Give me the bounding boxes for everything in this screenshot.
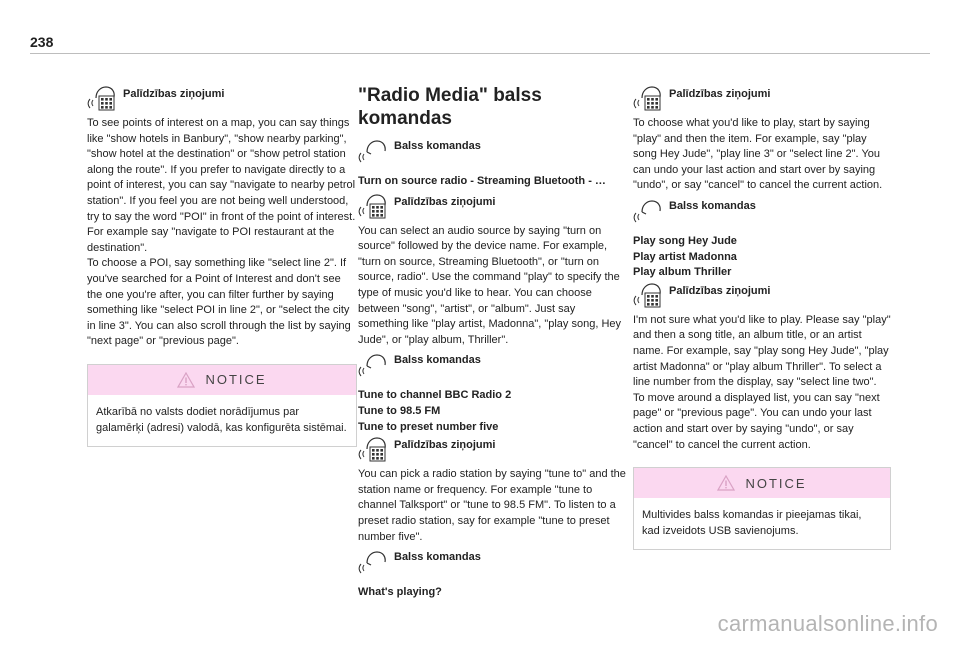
help-heading bbox=[633, 84, 891, 112]
help-message-icon bbox=[87, 84, 119, 112]
notice-title: NOTICE bbox=[205, 372, 267, 388]
help-text: You can pick a radio station by saying "tune to" and the station name or frequency. For example "tune to channel Talksport" or "tune to 98.5 FM". To listen to a preset radio station, say for example "tune to preset number five". bbox=[358, 468, 626, 543]
command-heading bbox=[358, 136, 628, 164]
voice-command: Tune to 98.5 FM bbox=[358, 404, 441, 417]
help-heading bbox=[633, 281, 891, 309]
column-right bbox=[633, 84, 891, 550]
help-label: Palīdzības ziņojumi bbox=[394, 195, 496, 208]
notice-box bbox=[87, 364, 357, 447]
help-text: To see points of interest on a map, you can say things like "show hotels in Banbury", "show nearby parking", "show hotel at the destination" or "show petrol station along the route". If you prefer to navigate directly to a point of interest, you can say "navigate to nearby petrol station". If you feel you are not being well understood, try to say the word "POI" in front of the point of interest. For example say "navigate to POI restaurant at the destination". bbox=[87, 117, 356, 254]
help-label: Palīdzības ziņojumi bbox=[394, 439, 496, 452]
help-label: Palīdzības ziņojumi bbox=[669, 284, 771, 297]
help-heading bbox=[358, 192, 628, 220]
notice-title: NOTICE bbox=[745, 475, 807, 491]
voice-command: Play album Thriller bbox=[633, 266, 732, 279]
command-label: Balss komandas bbox=[394, 551, 481, 564]
command-heading bbox=[358, 350, 628, 378]
warning-triangle-icon bbox=[717, 475, 735, 491]
help-message-icon bbox=[358, 435, 390, 463]
voice-command: What's playing? bbox=[358, 586, 442, 599]
command-label: Balss komandas bbox=[669, 199, 756, 212]
notice-text: Atkarībā no valsts dodiet norādījumus par galamērķi (adresi) valodā, kas konfigurēta sistēmai. bbox=[96, 405, 347, 434]
voice-command: Turn on source radio - Streaming Bluetooth - … bbox=[358, 175, 606, 187]
help-message-icon bbox=[633, 84, 665, 112]
voice-command: Tune to preset number five bbox=[358, 420, 499, 433]
help-message-icon bbox=[358, 192, 390, 220]
help-text-2: To choose a POI, say something like "select line 2". If you've searched for a Point of Interest and don't see the one you're after, you can filter further by saying something like "select POI in line 2", or "select the city in line 3". You can also scroll through the list by saying "next page" or "previous page". bbox=[87, 257, 351, 348]
notice-header bbox=[634, 468, 890, 498]
command-heading bbox=[633, 196, 891, 224]
voice-command-icon bbox=[358, 350, 390, 378]
column-left bbox=[87, 84, 357, 447]
help-text: I'm not sure what you'd like to play. Please say "play" and then a song title, an album title, or an artist name. For example, say "play song Hey Jude", "play artist Madonna" or "play album Thriller". To select a line number from the display, say "select line two". To move around a displayed list, you can say "next page" or "previous page". You can undo your last action and start over by saying "undo", or say "cancel" to cancel the current action. bbox=[633, 313, 891, 451]
help-message-icon bbox=[633, 281, 665, 309]
notice-header bbox=[88, 365, 356, 395]
page-number: 238 bbox=[30, 34, 54, 50]
voice-command-icon bbox=[358, 136, 390, 164]
help-text: You can select an audio source by saying "turn on source" followed by the device name. For example, "turn on source, Streaming Bluetooth", or "turn on source, radio". Use the command "play" to specify the type of music you'd like to hear. You can choose between "song", "artist", or "album". Just say something like "play artist, Madonna", "play song, Hey Jude", or "play album, Thriller". bbox=[358, 224, 622, 346]
voice-command-icon bbox=[633, 196, 665, 224]
warning-triangle-icon bbox=[177, 372, 195, 388]
voice-command: Tune to channel BBC Radio 2 bbox=[358, 389, 512, 402]
notice-text: Multivides balss komandas ir pieejamas tikai, kad izveidots USB savienojums. bbox=[642, 509, 862, 537]
help-label: Palīdzības ziņojumi bbox=[123, 88, 225, 100]
voice-command-icon bbox=[358, 547, 390, 575]
command-label: Balss komandas bbox=[394, 140, 481, 152]
command-label: Balss komandas bbox=[394, 354, 481, 367]
watermark: carmanualsonline.info bbox=[717, 611, 938, 636]
help-label: Palīdzības ziņojumi bbox=[669, 88, 771, 100]
notice-box bbox=[633, 467, 891, 550]
command-heading bbox=[358, 547, 628, 575]
voice-command: Play song Hey Jude bbox=[633, 234, 737, 247]
help-text: To choose what you'd like to play, start by saying "play" and then the item. For example, say "play song Hey Jude", "play line 3" or "select line 2". You can undo your last action and start over by saying "undo", or say "cancel" to cancel the current action. bbox=[633, 117, 883, 192]
help-heading bbox=[358, 435, 628, 463]
header-rule bbox=[30, 53, 930, 54]
section-title: "Radio Media" balss komandas bbox=[358, 85, 542, 129]
help-heading bbox=[87, 84, 357, 112]
voice-command: Play artist Madonna bbox=[633, 250, 737, 263]
column-middle bbox=[358, 84, 628, 601]
